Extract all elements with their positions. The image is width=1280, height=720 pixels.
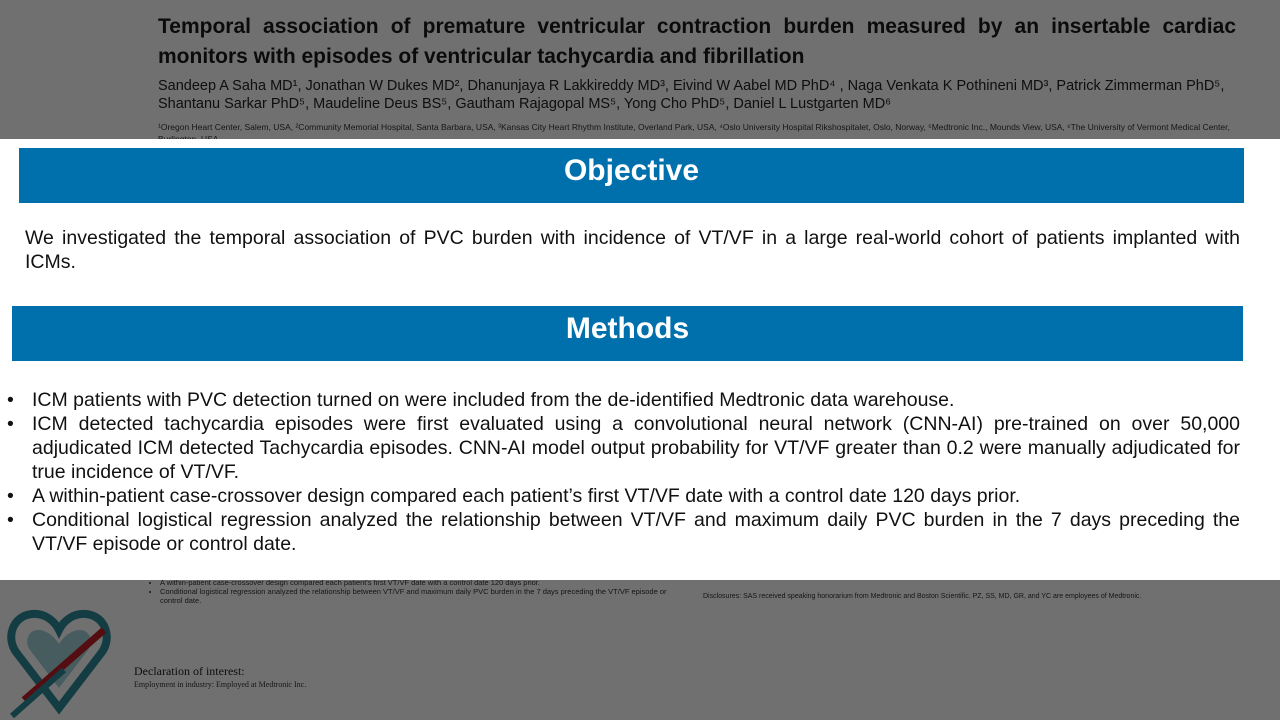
methods-item: • A within-patient case-crossover design compared each patient’s first VT/VF date with a control date 120 days prior. bbox=[7, 484, 1240, 508]
methods-item: • ICM detected tachycardia episodes were first evaluated using a convolutional neural network (CNN-AI) pre-trained on over 50,000 adjudicated ICM detected Tachycardia episodes. CNN-AI model output probability for VT/VF greater than 0.2 were manually adjudicated for true incidence of VT/VF. bbox=[7, 412, 1240, 484]
highlight-panel bbox=[0, 139, 1280, 580]
objective-text: We investigated the temporal association of PVC burden with incidence of VT/VF in a large real-world cohort of patients implanted with ICMs. bbox=[25, 227, 1240, 273]
methods-item: • ICM patients with PVC detection turned on were included from the de-identified Medtronic data warehouse. bbox=[7, 388, 1240, 412]
methods-item: • Conditional logistical regression analyzed the relationship between VT/VF and maximum daily PVC burden in the 7 days preceding the VT/VF episode or control date. bbox=[7, 508, 1240, 556]
methods-heading: Methods bbox=[12, 306, 1243, 361]
objective-heading: Objective bbox=[19, 148, 1244, 203]
methods-list bbox=[7, 388, 1240, 556]
